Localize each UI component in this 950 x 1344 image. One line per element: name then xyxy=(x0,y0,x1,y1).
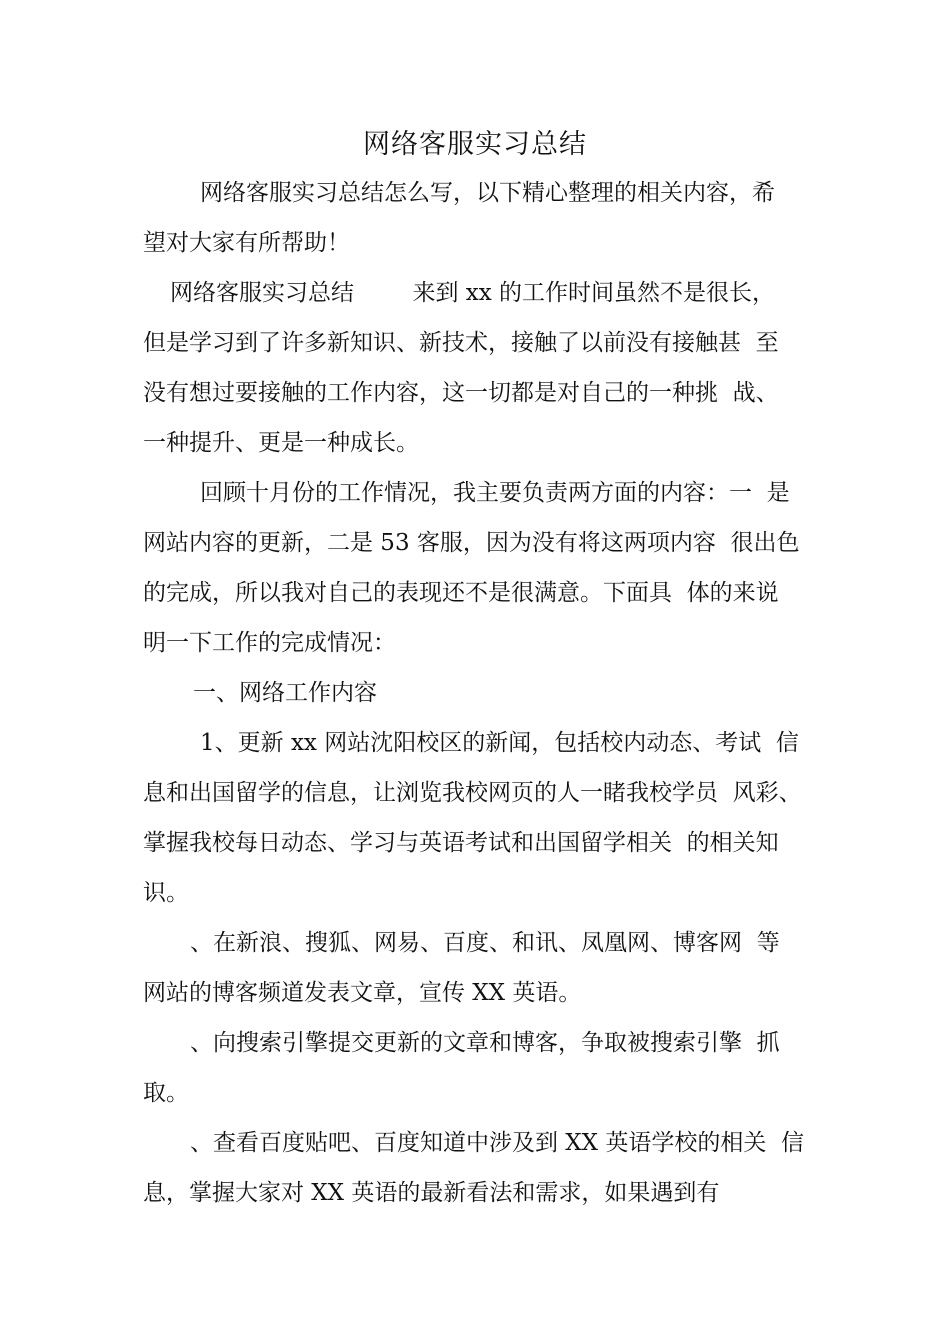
text-line: 网络客服实习总结怎么写，以下精心整理的相关内容，希 xyxy=(200,180,775,206)
text-line: 息和出国留学的信息，让浏览我校网页的人一睹我校学员 风彩、 xyxy=(143,780,802,806)
text-line: 网站内容的更新，二是 53 客服，因为没有将这两项内容 很出色 xyxy=(143,530,800,556)
text-line: 但是学习到了许多新知识、新技术，接触了以前没有接触甚 至 xyxy=(143,330,779,356)
text-line: 的完成，所以我对自己的表现还不是很满意。下面具 体的来说 xyxy=(143,580,779,606)
text-line: 识。 xyxy=(143,880,189,906)
text-line: 掌握我校每日动态、学习与英语考试和出国留学相关 的相关知 xyxy=(143,830,779,856)
text-line: 网站的博客频道发表文章，宣传 XX 英语。 xyxy=(143,980,582,1006)
text-line: 一种提升、更是一种成长。 xyxy=(143,430,419,456)
section-heading: 一、网络工作内容 xyxy=(193,680,377,706)
text-line: 、查看百度贴吧、百度知道中涉及到 XX 英语学校的相关 信 xyxy=(190,1130,804,1156)
text-line: 明一下工作的完成情况： xyxy=(143,630,396,656)
text-line: 1、更新 xx 网站沈阳校区的新闻，包括校内动态、考试 信 xyxy=(200,730,799,756)
text-line: 网络客服实习总结 来到 xx 的工作时间虽然不是很长， xyxy=(170,280,776,306)
text-line: 回顾十月份的工作情况，我主要负责两方面的内容：一 是 xyxy=(200,480,790,506)
text-line: 取。 xyxy=(143,1080,189,1106)
text-line: 息，掌握大家对 XX 英语的最新看法和需求，如果遇到有 xyxy=(143,1180,720,1206)
document-title: 网络客服实习总结 xyxy=(363,129,587,160)
text-line: 望对大家有所帮助！ xyxy=(143,230,350,256)
text-line: 、向搜索引擎提交更新的文章和博客，争取被搜索引擎 抓 xyxy=(190,1030,780,1056)
text-line: 、在新浪、搜狐、网易、百度、和讯、凤凰网、博客网 等 xyxy=(190,930,780,956)
text-line: 没有想过要接触的工作内容，这一切都是对自己的一种挑 战、 xyxy=(143,380,779,406)
